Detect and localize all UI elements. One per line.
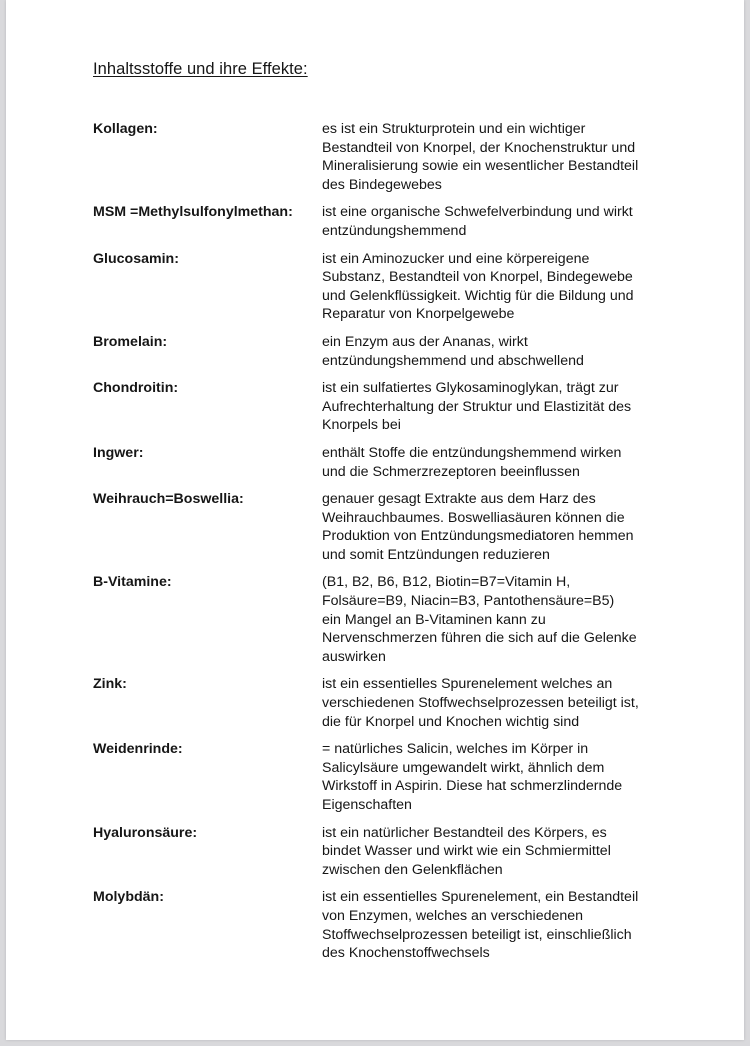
entry-description: ist eine organische Schwefelverbindung und wirkt entzündungshemmend	[322, 204, 633, 239]
ingredient-list	[93, 120, 683, 972]
entry-description: ist ein sulfatiertes Glykosaminoglykan, trägt zur Aufrechterhaltung der Struktur und Elastizität des Knorpels bei	[322, 380, 632, 434]
entry-term: Hyaluronsäure:	[93, 824, 198, 841]
entry-term: Zink:	[93, 676, 127, 693]
page-title: Inhaltsstoffe und ihre Effekte:	[93, 60, 308, 78]
entry-description: genauer gesagt Extrakte aus dem Harz des Weihrauchbaumes. Boswelliasäuren können die Produktion von Entzündungsmediatoren hemmen und somit Entzündungen reduzieren	[322, 491, 634, 563]
entry-term: Weihrauch=Boswellia:	[93, 491, 244, 508]
entry-term: Molybdän:	[93, 889, 164, 906]
entry-chondroitin	[93, 379, 683, 435]
entry-msm	[93, 203, 683, 240]
entry-term: Glucosamin:	[93, 250, 179, 267]
entry-b-vitamine	[93, 573, 683, 666]
entry-term: Weidenrinde:	[93, 741, 183, 758]
entry-description: (B1, B2, B6, B12, Biotin=B7=Vitamin H, Folsäure=B9, Niacin=B3, Pantothensäure=B5) ein Mangel an B-Vitaminen kann zu Nervenschmerzen führen die sich auf die Gelenke auswirken	[322, 574, 637, 665]
entry-description: ist ein natürlicher Bestandteil des Körpers, es bindet Wasser und wirkt wie ein Schmiermittel zwischen den Gelenkflächen	[322, 824, 611, 878]
entry-ingwer	[93, 444, 683, 481]
entry-weidenrinde	[93, 740, 683, 814]
entry-glucosamin	[93, 250, 683, 324]
entry-description: = natürliches Salicin, welches im Körper in Salicylsäure umgewandelt wirkt, ähnlich dem Wirkstoff in Aspirin. Diese hat schmerzlindernde Eigenschaften	[322, 741, 623, 813]
entry-description: ist ein essentielles Spurenelement welches an verschiedenen Stoffwechselprozessen beteiligt ist, die für Knorpel und Knochen wichtig sind	[322, 676, 639, 730]
entry-term: Kollagen:	[93, 121, 158, 137]
entry-molybdaen	[93, 888, 683, 962]
entry-term: Ingwer:	[93, 444, 144, 461]
entry-kollagen	[93, 120, 683, 194]
entry-description: ist ein Aminozucker und eine körpereigene Substanz, Bestandteil von Knorpel, Bindegewebe und Gelenkflüssigkeit. Wichtig für die Bildung und Reparatur von Knorpelgewebe	[322, 250, 634, 323]
entry-bromelain	[93, 333, 683, 370]
entry-description: es ist ein Strukturprotein und ein wichtiger Bestandteil von Knorpel, der Knochenstruktur und Mineralisierung sowie ein wesentlicher Bestandteil des Bindegewebes	[322, 121, 639, 193]
entry-description: ist ein essentielles Spurenelement, ein Bestandteil von Enzymen, welches an verschiedenen Stoffwechselprozessen beteiligt ist, einschließlich des Knochenstoffwechsels	[322, 889, 639, 962]
entry-description: ein Enzym aus der Ananas, wirkt entzündungshemmend und abschwellend	[322, 333, 584, 369]
entry-description: enthält Stoffe die entzündungshemmend wirken und die Schmerzrezeptoren beeinflussen	[322, 444, 622, 480]
entry-weihrauch	[93, 490, 683, 564]
entry-term: Chondroitin:	[93, 380, 179, 397]
entry-term: MSM =Methylsulfonylmethan:	[93, 204, 293, 221]
entry-term: B-Vitamine:	[93, 574, 172, 591]
entry-zink	[93, 675, 683, 731]
document-page	[6, 0, 744, 1040]
entry-term: Bromelain:	[93, 333, 168, 350]
entry-hyaluronsaeure	[93, 824, 683, 880]
